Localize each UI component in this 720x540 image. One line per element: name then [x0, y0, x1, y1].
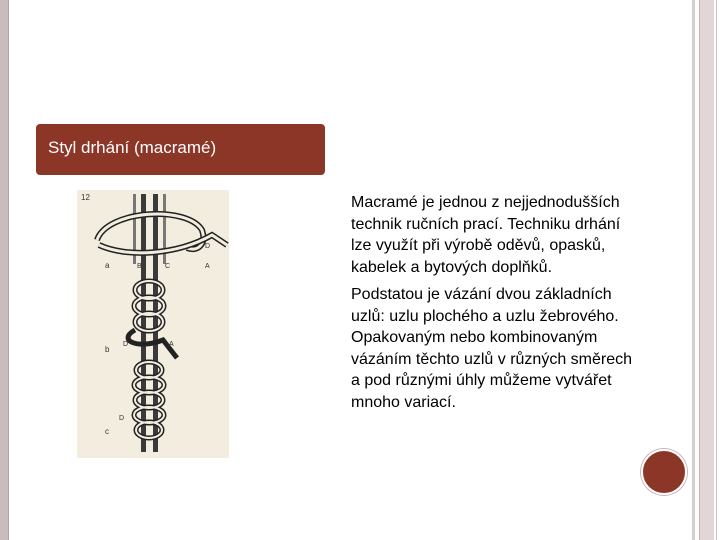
svg-text:D: D	[123, 341, 129, 348]
slide-title-box	[36, 124, 325, 175]
slide-frame-right-line	[716, 0, 717, 540]
svg-text:B: B	[137, 263, 142, 270]
slide-frame-right-band	[699, 0, 714, 540]
svg-text:C: C	[165, 263, 171, 270]
slide-body	[351, 192, 641, 419]
step-label-c: c	[105, 427, 109, 436]
svg-text:D: D	[205, 243, 211, 250]
paragraph-intro: Macramé je jednou z nejjednodušších technik ručních prací. Techniku drhání lze využít při výrobě oděvů, opasků, kabelek a bytových doplňků.	[351, 194, 621, 276]
slide-frame-right	[692, 0, 695, 540]
step-label-a: a	[105, 261, 110, 270]
step-label-b: b	[105, 345, 110, 354]
slide-frame-left	[0, 0, 9, 540]
figure-number: 12	[81, 193, 90, 202]
knot-diagram	[77, 190, 229, 458]
decorative-circle	[641, 449, 687, 495]
svg-text:D: D	[119, 415, 125, 422]
macrame-knot-illustration	[77, 190, 229, 458]
slide-title: Styl drhání (macramé)	[48, 138, 217, 157]
svg-text:A: A	[205, 263, 210, 270]
paragraph-knots: Podstatou je vázání dvou základních uzlů: uzlu plochého a uzlu žebrového. Opakovaným nebo kombinovaným vázáním těchto uzlů v různých směrech a pod různými úhly můžeme vytvářet mnoho variací.	[351, 286, 633, 411]
svg-text:A: A	[169, 341, 174, 348]
